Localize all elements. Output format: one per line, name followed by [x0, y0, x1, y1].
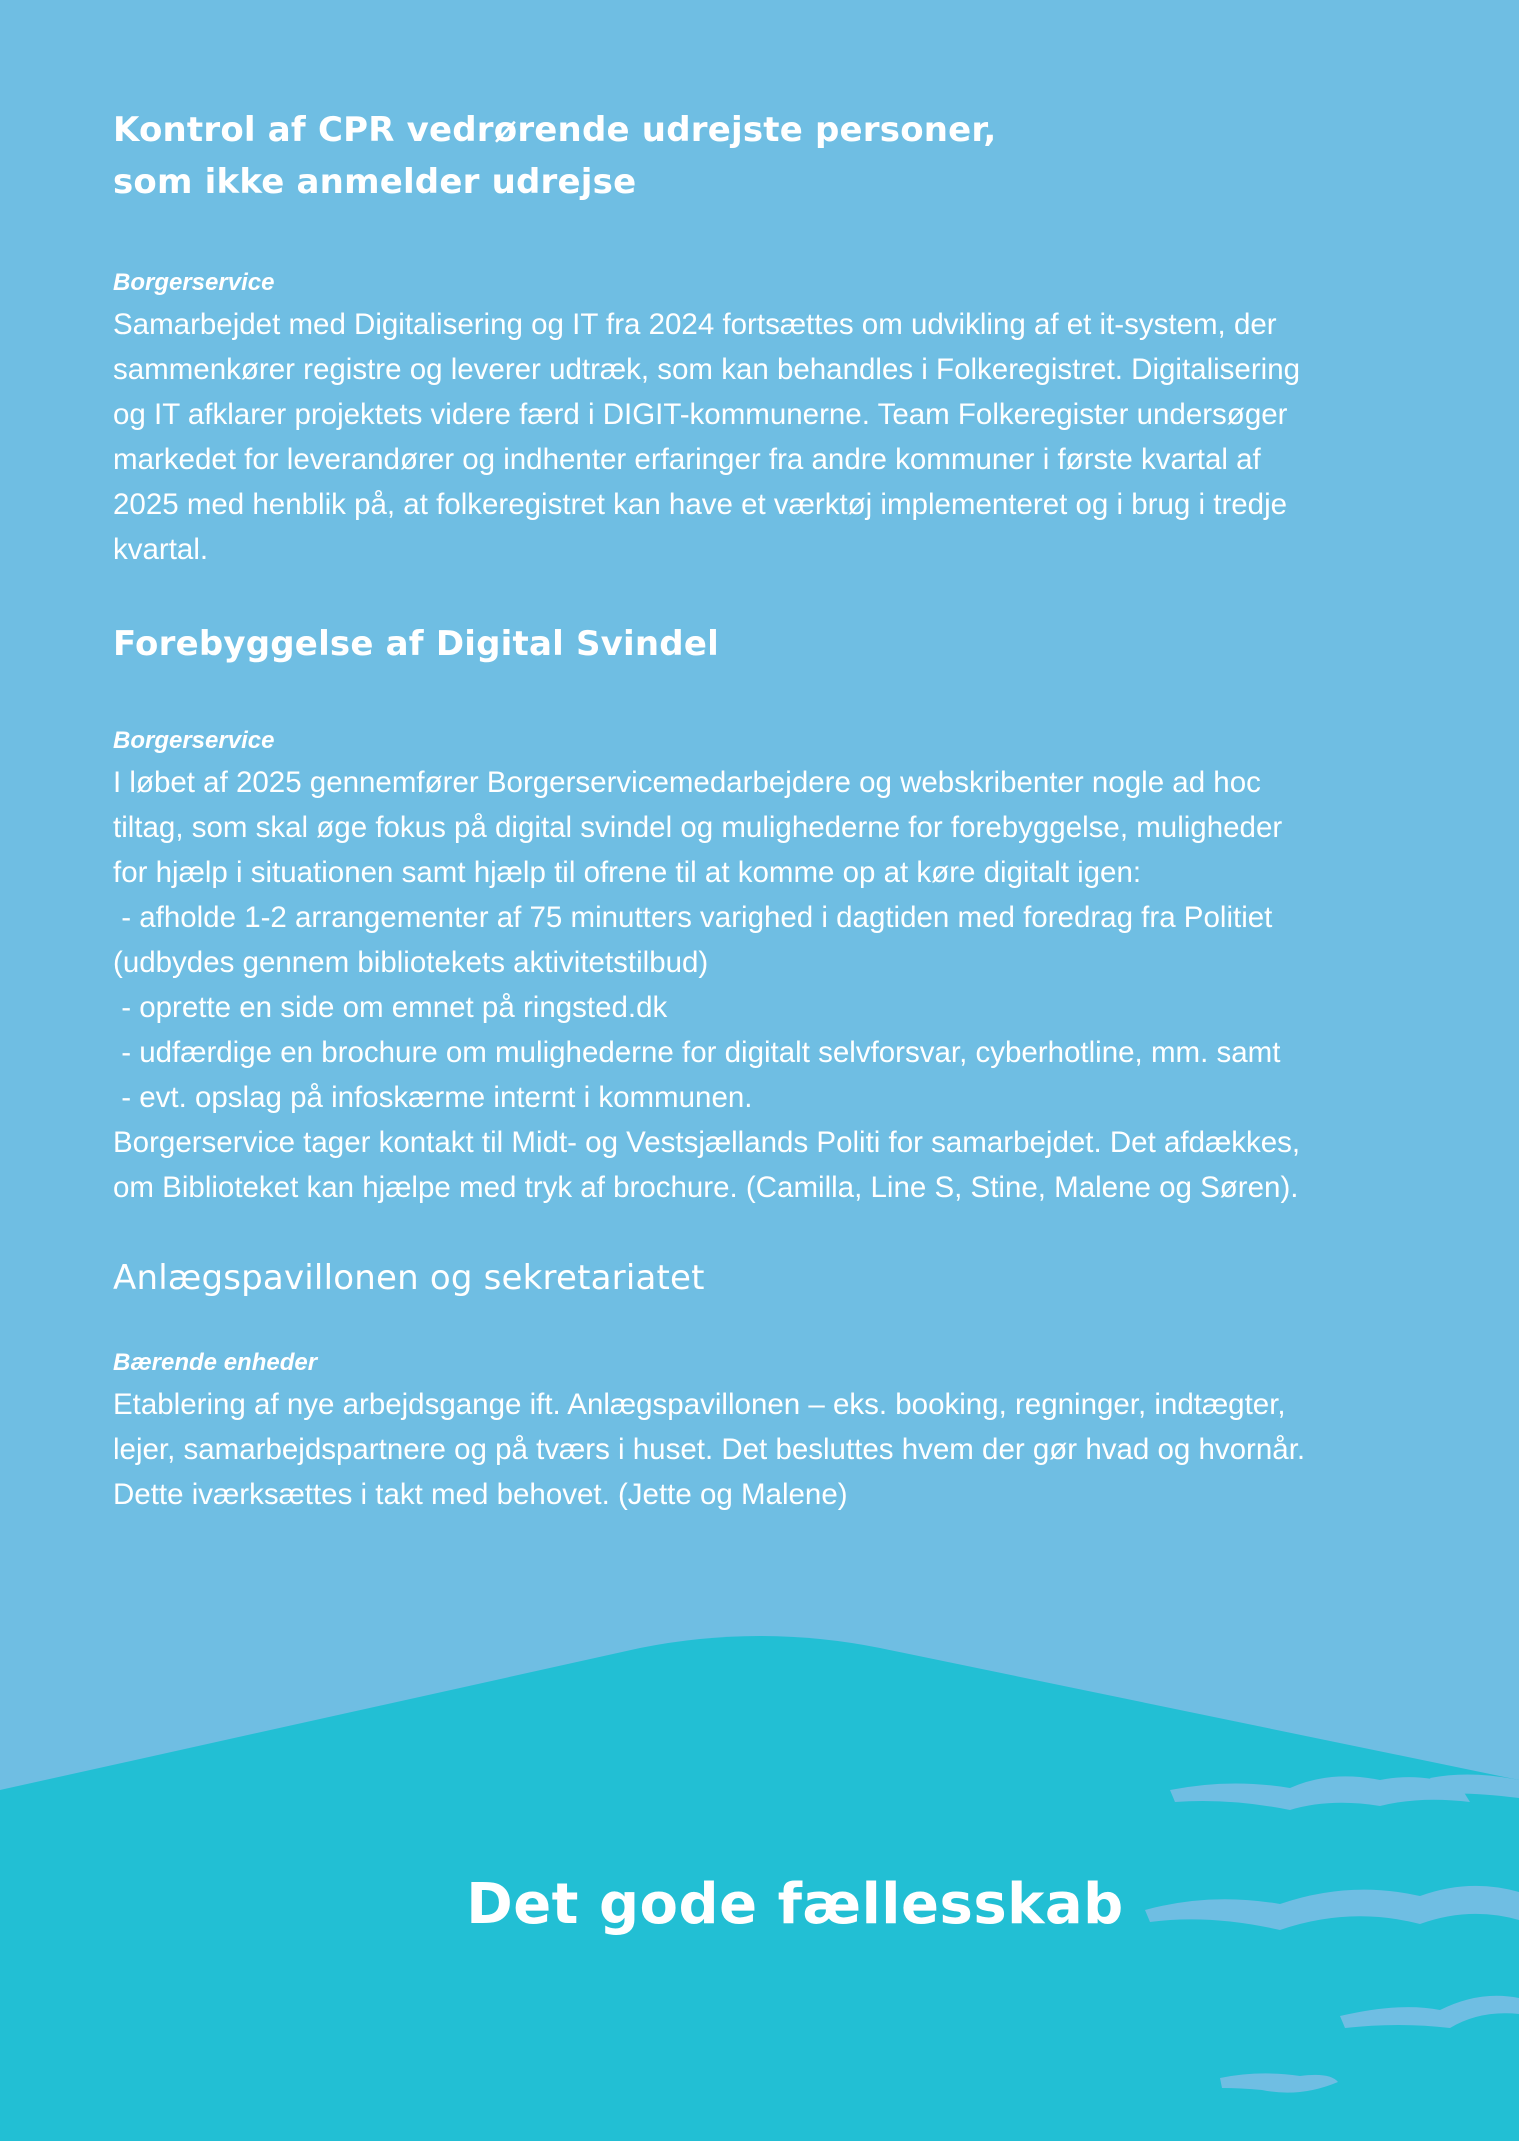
body-line: lejer, samarbejdspartnere og på tværs i huset. Det besluttes hvem der gør hvad og hvornår.: [113, 1433, 1306, 1466]
title-line: som ikke anmelder udrejse: [113, 162, 637, 202]
body-line: 2025 med henblik på, at folkeregistret kan have et værktøj implementeret og i brug i tredje: [113, 488, 1288, 521]
body-line: I løbet af 2025 gennemfører Borgerservicemedarbejdere og webskribenter nogle ad hoc: [113, 766, 1261, 799]
list-item: - udfærdige en brochure om mulighederne for digitalt selvforsvar, cyberhotline, mm. samt: [113, 1036, 1281, 1069]
body-line: Samarbejdet med Digitalisering og IT fra 2024 fortsættes om udvikling af et it-system, der: [113, 308, 1277, 341]
body-line: Dette iværksættes i takt med behovet. (Jette og Malene): [113, 1478, 848, 1511]
title-line: Kontrol af CPR vedrørende udrejste personer,: [113, 110, 997, 150]
body-line: for hjælp i situationen samt hjælp til ofrene til at komme op at køre digitalt igen:: [113, 856, 1142, 889]
responsible-unit: Bærende enheder: [113, 1349, 318, 1376]
responsible-unit: Borgerservice: [113, 727, 275, 754]
body-line: markedet for leverandører og indhenter erfaringer fra andre kommuner i første kvartal af: [113, 443, 1261, 476]
title-line: Forebyggelse af Digital Svindel: [113, 624, 719, 664]
list-item: - evt. opslag på infoskærme internt i kommunen.: [113, 1081, 753, 1114]
body-line: sammenkører registre og leverer udtræk, som kan behandles i Folkeregistret. Digitalisering: [113, 353, 1301, 386]
body-line: Borgerservice tager kontakt til Midt- og Vestsjællands Politi for samarbejdet. Det afdækkes,: [113, 1126, 1301, 1159]
section-title: [113, 104, 997, 208]
body-line: tiltag, som skal øge fokus på digital svindel og mulighederne for forebyggelse, muligheder: [113, 811, 1283, 844]
list-item: - oprette en side om emnet på ringsted.dk: [113, 991, 668, 1024]
section-body: [113, 302, 1483, 572]
section-body: [113, 1382, 1513, 1517]
body-line: kvartal.: [113, 533, 209, 566]
responsible-unit: Borgerservice: [113, 269, 275, 296]
body-line: Etablering af nye arbejdsgange ift. Anlægspavillonen – eks. booking, regninger, indtægter,: [113, 1388, 1286, 1421]
section-title: [113, 618, 719, 670]
section-pavilion-secretariat: [113, 1252, 1306, 1511]
section-cpr-control: [113, 104, 1301, 566]
body-line: (udbydes gennem bibliotekets aktivitetstilbud): [113, 946, 709, 979]
body-line: og IT afklarer projektets videre færd i DIGIT-kommunerne. Team Folkeregister undersøger: [113, 398, 1288, 431]
title-line: Anlægspavillonen og sekretariatet: [113, 1258, 705, 1298]
body-line: om Biblioteket kan hjælpe med tryk af brochure. (Camilla, Line S, Stine, Malene og Søren).: [113, 1171, 1299, 1204]
section-title: [113, 1252, 705, 1304]
list-item: - afholde 1-2 arrangementer af 75 minutters varighed i dagtiden med foredrag fra Politiet: [113, 901, 1273, 934]
footer-slogan: Det gode fællesskab: [466, 1872, 1124, 1937]
section-body: [113, 760, 1513, 1210]
section-digital-fraud: [113, 618, 1301, 1204]
